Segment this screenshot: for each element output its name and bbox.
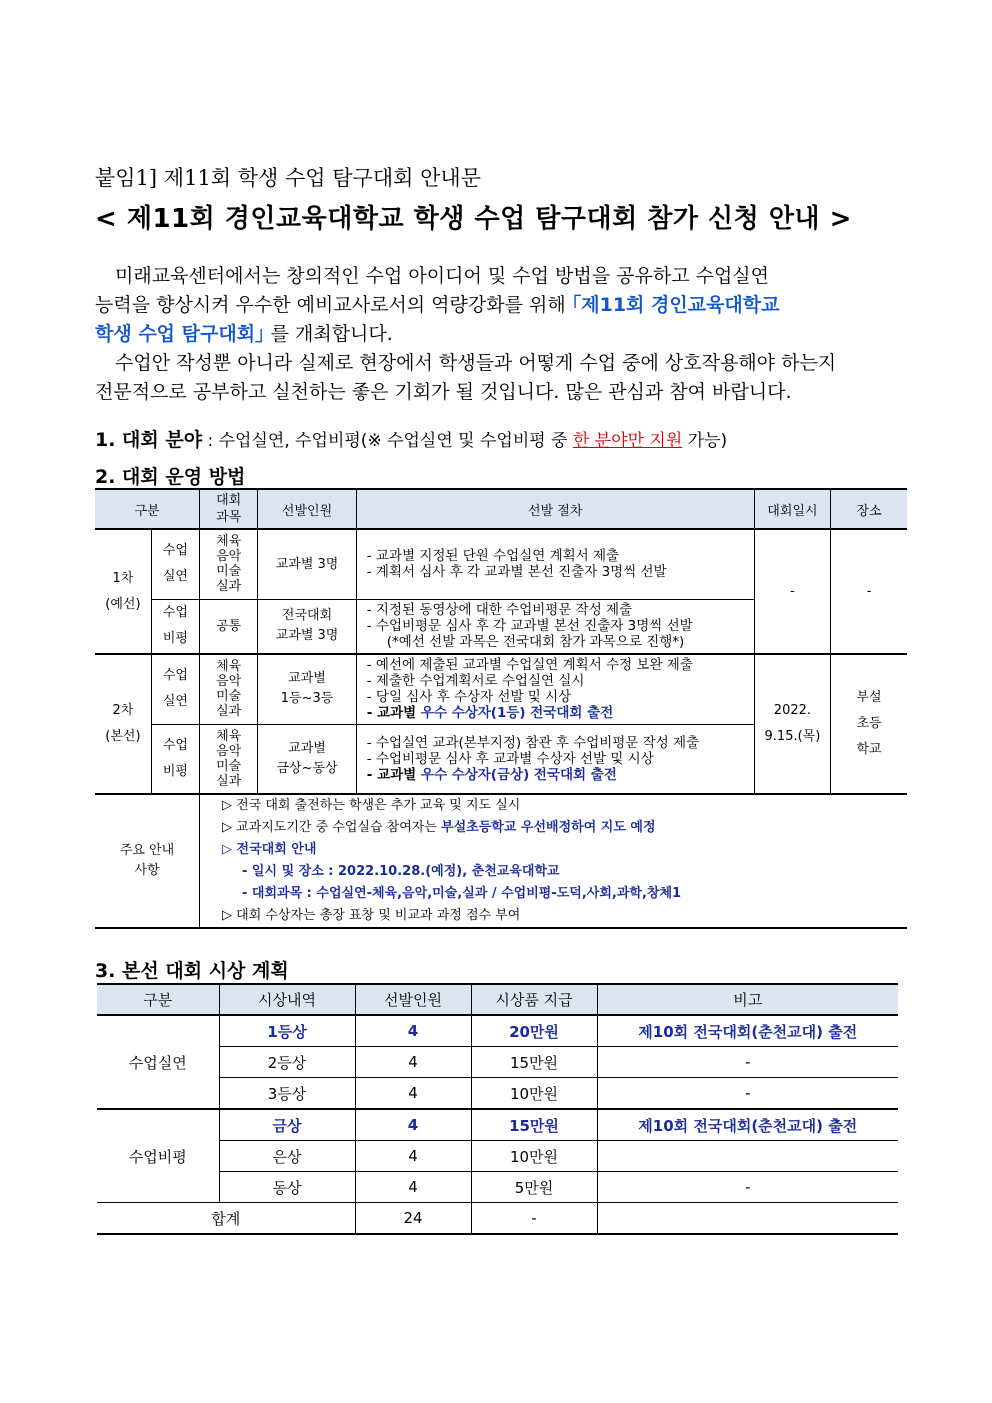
place-cell: - bbox=[831, 529, 907, 654]
procedure-line bbox=[367, 705, 754, 721]
stage-cell: 2차 (본선) bbox=[95, 654, 151, 794]
notice-line: ▷ 전국 대회 출전하는 학생은 추가 교육 및 지도 실시 bbox=[222, 798, 521, 813]
section-3-heading: 3. 본선 대회 시상 계획 bbox=[95, 960, 289, 982]
place-cell: 부설 초등 학교 bbox=[831, 654, 907, 794]
procedure-bold: - 교과별 bbox=[366, 766, 421, 783]
col-header: 장소 bbox=[831, 489, 907, 529]
notice-highlight: 부설초등학교 우선배정하여 지도 예정 bbox=[441, 820, 656, 835]
procedure-line: - 계획서 심사 후 각 교과별 본선 진출자 3명씩 선발 bbox=[366, 564, 667, 581]
col-header: 시상품 지급 bbox=[471, 984, 597, 1015]
intro-line: 전문적으로 공부하고 실천하는 좋은 기회가 될 것입니다. 많은 관심과 참여 바랍니다. bbox=[95, 381, 792, 403]
procedure-cell bbox=[356, 654, 754, 724]
group-cell: 수업비평 bbox=[97, 1109, 219, 1203]
notice-line: - 일시 및 장소 : 2022.10.28.(예정), 춘천교육대학교 bbox=[242, 864, 560, 879]
col-header: 대회 과목 bbox=[200, 489, 258, 529]
award-cell: 동상 bbox=[219, 1172, 355, 1203]
col-header: 구분 bbox=[97, 984, 219, 1015]
event-name-highlight: ｢제11회 경인교육대학교 bbox=[571, 294, 780, 316]
quota-cell: 교과별 금상~동상 bbox=[258, 724, 356, 794]
procedure-line: - 당일 심사 후 수상자 선발 및 시상 bbox=[366, 689, 572, 706]
quota-cell: 교과별 3명 bbox=[258, 529, 356, 599]
procedure-line: - 수업비평문 심사 후 교과별 수상자 선발 및 시상 bbox=[366, 750, 654, 767]
procedure-line: (*예선 선발 과목은 전국대회 참가 과목으로 진행*) bbox=[386, 634, 685, 651]
col-header: 대회일시 bbox=[754, 489, 830, 529]
type-cell: 수업 비평 bbox=[151, 599, 199, 654]
award-table bbox=[97, 983, 898, 1235]
procedure-line: - 수업비평문 심사 후 각 교과별 본선 진출자 3명씩 선발 bbox=[366, 618, 693, 635]
col-header: 비고 bbox=[597, 984, 898, 1015]
procedure-cell bbox=[356, 599, 754, 654]
notice-line: ▷ 대회 수상자는 총장 표창 및 비교과 과정 점수 부여 bbox=[222, 908, 521, 923]
intro-line bbox=[95, 320, 905, 349]
notice-line bbox=[222, 817, 907, 839]
total-count: 24 bbox=[355, 1203, 471, 1235]
procedure-bold: - 교과별 bbox=[366, 705, 421, 722]
type-cell: 수업 실연 bbox=[151, 529, 199, 599]
procedure-line: - 지정된 동영상에 대한 수업비평문 작성 제출 bbox=[366, 602, 633, 619]
total-remark bbox=[597, 1203, 898, 1235]
remark-cell: 제10회 전국대회(춘천교대) 출전 bbox=[597, 1109, 898, 1141]
remark-cell: - bbox=[597, 1078, 898, 1110]
procedure-line bbox=[367, 767, 754, 783]
count-cell: 4 bbox=[355, 1172, 471, 1203]
section-1-emphasis: 한 분야만 지원 bbox=[572, 431, 683, 451]
award-cell: 금상 bbox=[219, 1109, 355, 1141]
award-cell: 1등상 bbox=[219, 1015, 355, 1047]
attachment-label: 붙임1] 제11회 학생 수업 탐구대회 안내문 bbox=[95, 166, 481, 190]
operation-table bbox=[95, 488, 907, 929]
intro-text: 를 개최합니다. bbox=[264, 323, 393, 345]
intro-text: 능력을 향상시켜 우수한 예비교사로서의 역량강화를 위해 bbox=[95, 294, 572, 316]
notice-cell bbox=[200, 794, 908, 928]
procedure-cell bbox=[356, 529, 754, 599]
procedure-line: - 수업실연 교과(본부지정) 참관 후 수업비평문 작성 제출 bbox=[366, 734, 700, 751]
procedure-line: - 예선에 제출된 교과별 수업실연 계획서 수정 보완 제출 bbox=[366, 657, 693, 674]
procedure-line: - 교과별 지정된 단원 수업실연 계획서 제출 bbox=[366, 548, 620, 565]
count-cell: 4 bbox=[355, 1078, 471, 1110]
notice-line: ▷ 전국대회 안내 bbox=[222, 842, 317, 857]
count-cell: 4 bbox=[355, 1015, 471, 1047]
section-1-tail: 가능) bbox=[682, 431, 728, 451]
total-label: 합계 bbox=[97, 1203, 355, 1235]
date-cell: - bbox=[754, 529, 830, 654]
notice-line: - 대회과목 : 수업실연-체육,음악,미술,실과 / 수업비평-도덕,사회,과학,창체1 bbox=[242, 886, 682, 901]
section-1 bbox=[95, 425, 727, 452]
subject-cell: 체육 음악 미술 실과 bbox=[200, 654, 258, 724]
quota-cell: 교과별 1등~3등 bbox=[258, 654, 356, 724]
intro-line: 미래교육센터에서는 창의적인 수업 아이디어 및 수업 방법을 공유하고 수업실연 bbox=[115, 265, 770, 287]
prize-cell: 20만원 bbox=[471, 1015, 597, 1047]
prize-cell: 10만원 bbox=[471, 1078, 597, 1110]
col-header: 구분 bbox=[95, 489, 200, 529]
prize-cell: 15만원 bbox=[471, 1109, 597, 1141]
notice-text: ▷ 교과지도기간 중 수업실습 참여자는 bbox=[222, 820, 442, 835]
prize-cell: 5만원 bbox=[471, 1172, 597, 1203]
section-1-heading: 1. 대회 분야 bbox=[95, 429, 203, 451]
subject-cell: 체육 음악 미술 실과 bbox=[200, 724, 258, 794]
col-header: 선발인원 bbox=[258, 489, 356, 529]
section-1-text: : 수업실연, 수업비평(※ 수업실연 및 수업비평 중 bbox=[202, 431, 573, 451]
col-header: 선발 절차 bbox=[356, 489, 754, 529]
procedure-cell bbox=[356, 724, 754, 794]
intro-paragraph bbox=[95, 262, 905, 407]
award-cell: 은상 bbox=[219, 1141, 355, 1172]
total-prize: - bbox=[471, 1203, 597, 1235]
col-header: 시상내역 bbox=[219, 984, 355, 1015]
count-cell: 4 bbox=[355, 1047, 471, 1078]
remark-cell: - bbox=[597, 1047, 898, 1078]
prize-cell: 10만원 bbox=[471, 1141, 597, 1172]
section-2-heading: 2. 대회 운영 방법 bbox=[95, 466, 246, 488]
remark-cell: 제10회 전국대회(춘천교대) 출전 bbox=[597, 1015, 898, 1047]
intro-line: 수업안 작성뿐 아니라 실제로 현장에서 학생들과 어떻게 수업 중에 상호작용해야 하는지 bbox=[115, 352, 837, 374]
notice-label: 주요 안내 사항 bbox=[95, 794, 200, 928]
group-cell: 수업실연 bbox=[97, 1015, 219, 1109]
quota-cell: 전국대회 교과별 3명 bbox=[258, 599, 356, 654]
procedure-highlight: 우수 수상자(1등) 전국대회 출전 bbox=[420, 705, 614, 722]
procedure-highlight: 우수 수상자(금상) 전국대회 출전 bbox=[420, 766, 617, 783]
type-cell: 수업 비평 bbox=[151, 724, 199, 794]
type-cell: 수업 실연 bbox=[151, 654, 199, 724]
remark-cell bbox=[597, 1141, 898, 1172]
event-name-highlight: 학생 수업 탐구대회｣ bbox=[95, 323, 265, 345]
page-title: < 제11회 경인교육대학교 학생 수업 탐구대회 참가 신청 안내 > bbox=[95, 204, 852, 234]
award-cell: 3등상 bbox=[219, 1078, 355, 1110]
date-cell: 2022. 9.15.(목) bbox=[754, 654, 830, 794]
count-cell: 4 bbox=[355, 1109, 471, 1141]
intro-line bbox=[95, 291, 905, 320]
procedure-line: - 제출한 수업계획서로 수업실연 실시 bbox=[366, 673, 585, 690]
remark-cell: - bbox=[597, 1172, 898, 1203]
award-cell: 2등상 bbox=[219, 1047, 355, 1078]
subject-cell: 체육 음악 미술 실과 bbox=[200, 529, 258, 599]
stage-cell: 1차 (예선) bbox=[95, 529, 151, 654]
prize-cell: 15만원 bbox=[471, 1047, 597, 1078]
subject-cell: 공통 bbox=[200, 599, 258, 654]
count-cell: 4 bbox=[355, 1141, 471, 1172]
col-header: 선발인원 bbox=[355, 984, 471, 1015]
